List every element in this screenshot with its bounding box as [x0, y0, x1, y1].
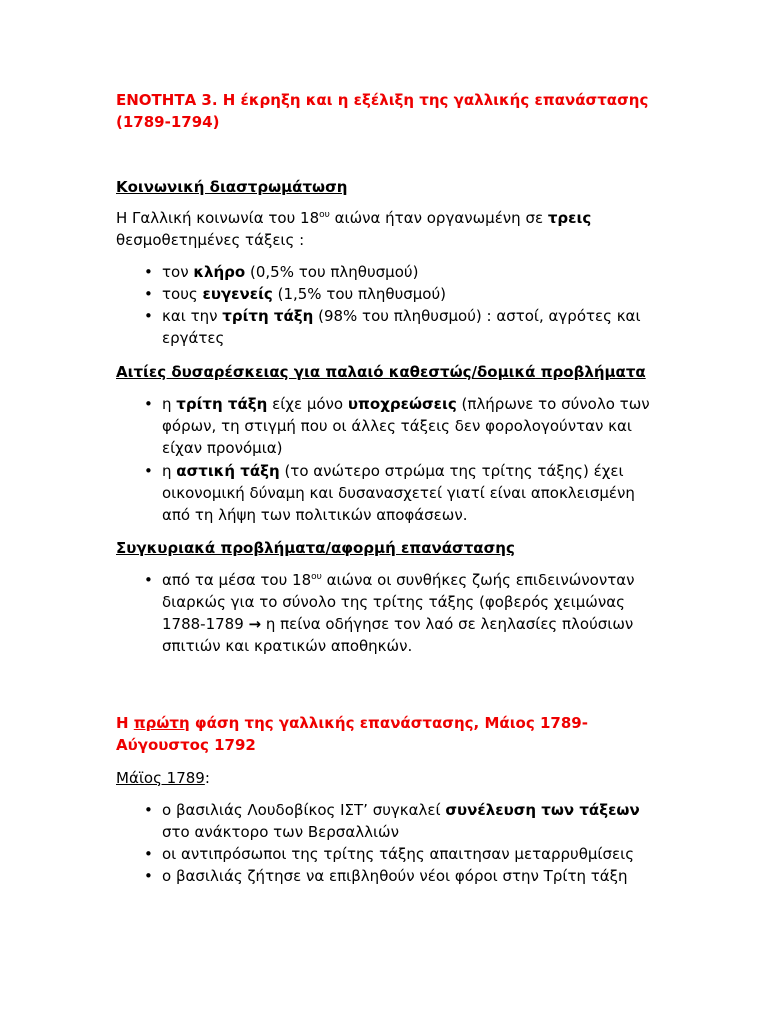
phase-heading: Η πρώτη φάση της γαλλικής επανάστασης, Μάιος 1789-Αύγουστος 1792 [116, 714, 588, 754]
conjunctural-list [116, 569, 650, 657]
unit-heading-text: ΕΝΟΤΗΤΑ 3. Η έκρηξη και η εξέλιξη της γαλλικής επανάστασης (1789-1794) [116, 91, 649, 131]
bullet-icon: • [144, 395, 153, 413]
list-item: • τους ευγενείς (1,5% του πληθυσμού) [144, 285, 447, 303]
list-item: • από τα μέσα του $18^{o\upsilon}$ αιώνα οι συνθήκες ζωής επιδεινώνονταν διαρκώς για το σύνολο της τρίτης τάξης (φοβερός χειμώνας 1788-1789 → η πείνα οδήγησε τον λαό σε λεηλασίες πλούσιων σπιτιών και κρατικών αποθηκών. [144, 571, 635, 655]
may-1789-list [116, 799, 650, 887]
bullet-icon: • [144, 462, 153, 480]
bullet-icon: • [144, 263, 153, 281]
list-item: • ο βασιλιάς Λουδοβίκος ΙΣΤ’ συγκαλεί συνέλευση των τάξεων στο ανάκτορο των Βερσαλλιών [144, 801, 640, 841]
list-item: • και την τρίτη τάξη (98% του πληθυσμού) : αστοί, αγρότες και εργάτες [144, 307, 641, 347]
list-item: • οι αντιπρόσωποι της τρίτης τάξης απαιτησαν μεταρρυθμίσεις [144, 845, 634, 863]
section-title-social-stratification: Κοινωνική διαστρωμάτωση [116, 178, 348, 196]
bullet-icon: • [144, 571, 153, 589]
causes-list [116, 393, 650, 526]
unit-heading [116, 89, 656, 133]
social-classes-list [116, 261, 650, 349]
date-label: Μάϊος 1789: [116, 769, 210, 787]
bullet-icon: • [144, 307, 153, 325]
section-title-causes: Αιτίες δυσαρέσκειας για παλαιό καθεστώς/δομικά προβλήματα [116, 363, 646, 381]
bullet-icon: • [144, 285, 153, 303]
list-item: • η τρίτη τάξη είχε μόνο υποχρεώσεις (πλήρωνε το σύνολο των φόρων, τη στιγμή που οι άλλες τάξεις δεν φορολογούνταν και είχαν προνόμια) [144, 395, 650, 457]
list-item: • η αστική τάξη (το ανώτερο στρώμα της τρίτης τάξης) έχει οικονομική δύναμη και δυσανασχετεί γιατί είναι αποκλεισμένη από τη λήψη των πολιτικών αποφάσεων. [144, 462, 635, 524]
list-item: • τον κλήρο (0,5% του πληθυσμού) [144, 263, 419, 281]
bullet-icon: • [144, 801, 153, 819]
section-title-conjunctural: Συγκυριακά προβλήματα/αφορμή επανάστασης [116, 539, 515, 557]
bullet-icon: • [144, 867, 153, 885]
intro-paragraph: Η Γαλλική κοινωνία του $18^{o\upsilon}$ αιώνα ήταν οργανωμένη σε τρεις θεσμοθετημένες τάξεις : [116, 209, 592, 249]
list-item: • ο βασιλιάς ζήτησε να επιβληθούν νέοι φόροι στην Τρίτη τάξη [144, 867, 628, 885]
bullet-icon: • [144, 845, 153, 863]
right-arrow-icon: → [248, 615, 262, 633]
